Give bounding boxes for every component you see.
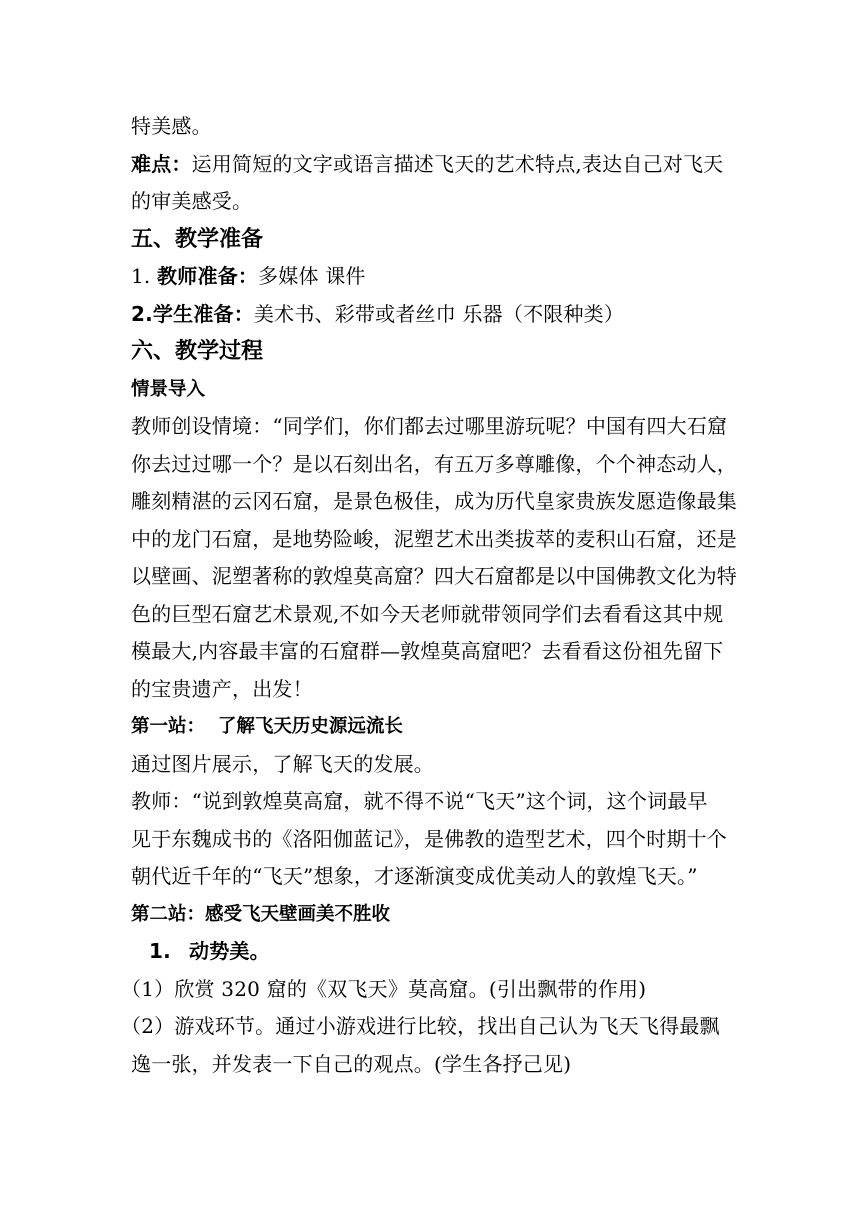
difficulty-label: 难点： (131, 151, 192, 176)
text-line: 雕刻精湛的云冈石窟，是景色极佳，成为历代皇家贵族发愿造像最集 (131, 489, 737, 513)
station2-heading: 第二站：感受飞天壁画美不胜收 (131, 903, 391, 925)
text-line: 的审美感受。 (131, 189, 253, 213)
document-page (121, 108, 737, 1083)
text-line: （2）游戏环节。通过小游戏进行比较，找出自己认为飞天飞得最飘 (121, 1014, 720, 1038)
difficulty-text: 运用简短的文字或语言描述飞天的艺术特点,表达自己对飞天 (191, 151, 724, 176)
text-line: （1）欣赏 320 窟的《双飞天》莫高窟。(引出飘带的作用) (121, 976, 647, 1001)
student-prep-label: 2.学生准备： (131, 301, 254, 326)
difficulty-line (131, 146, 731, 184)
text-line: 色的巨型石窟艺术景观,不如今天老师就带领同学们去看看这其中规 (131, 601, 724, 626)
teacher-prep-text: 多媒体 课件 (258, 264, 366, 288)
text-line: 你去过过哪一个？是以石刻出名，有五万多尊雕像，个个神态动人， (131, 451, 737, 476)
list-item-number: 1. (149, 939, 171, 963)
text-line: 中的龙门石窟，是地势险峻，泥塑艺术出类拔萃的麦积山石窟，还是 (131, 526, 737, 551)
teacher-prep-label: 教师准备： (157, 264, 259, 288)
text-line: 通过图片展示，了解飞天的发展。 (131, 751, 434, 776)
text-line: 特美感。 (131, 114, 212, 138)
text-line: 教师创设情境：“同学们，你们都去过哪里游玩呢？中国有四大石窟 (131, 414, 728, 438)
teacher-paragraph (131, 783, 731, 896)
text-line: 朝代近千年的“飞天”想象，才逐渐演变成优美动人的敦煌飞天。” (131, 864, 698, 888)
teacher-prep-line (131, 258, 731, 296)
section-heading-6: 六、教学过程 (131, 339, 264, 364)
text-line: 模最大,内容最丰富的石窟群—敦煌莫高窟吧？去看看这份祖先留下 (131, 639, 724, 663)
list-item-text: 动势美。 (189, 939, 270, 963)
list-item (131, 933, 731, 971)
station1-heading: 第一站： 了解飞天历史源远流长 (131, 716, 403, 737)
text-line: 的宝贵遗产，出发！ (131, 676, 313, 701)
text-line: 见于东魏成书的《洛阳伽蓝记》，是佛教的造型艺术，四个时期十个 (131, 826, 727, 851)
text-line: 逸一张，并发表一下自己的观点。(学生各抒己见) (131, 1051, 572, 1076)
student-prep-text: 美术书、彩带或者丝巾 乐器（不限种类） (253, 301, 625, 326)
student-prep-line (131, 296, 731, 334)
intro-paragraph (131, 408, 737, 708)
section-heading-5: 五、教学准备 (131, 226, 264, 252)
teacher-prep-num: 1. (131, 264, 151, 288)
intro-heading: 情景导入 (131, 378, 206, 400)
text-line: 教师：“说到敦煌莫高窟，就不得不说“飞天”这个词，这个词最早 (131, 789, 708, 813)
text-line: 以壁画、泥塑著称的敦煌莫高窟？四大石窟都是以中国佛教文化为特 (131, 564, 737, 588)
